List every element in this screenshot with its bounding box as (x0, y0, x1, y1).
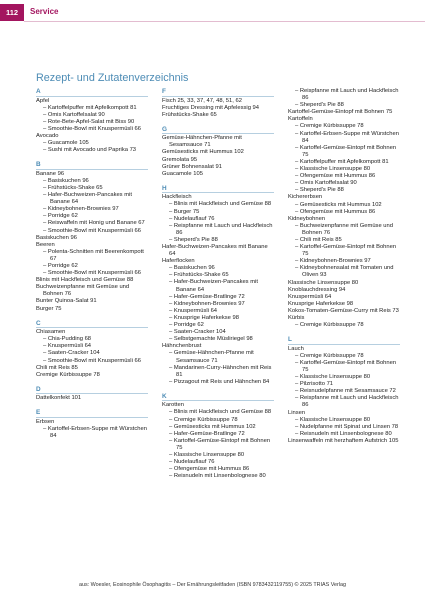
index-subentry: – Kartoffel-Gemüse-Eintopf mit Bohnen 75 (295, 244, 397, 258)
index-letter: A (36, 88, 41, 95)
index-subentry: – Reiswaffeln mit Honig und Banane 67 (43, 220, 145, 227)
section-label: Service (30, 7, 59, 16)
index-letter: L (288, 336, 292, 344)
index-subentry: – Reisnudelpfanne mit Sesamsauce 72 (295, 388, 396, 395)
index-keyword: Hähnchenbrust (162, 343, 202, 350)
index-entry: Grüner Bohnensalat 91 (162, 163, 222, 170)
index-subentry: – Gemüse-Hähnchen-Pfanne mit Sesamsauce 71 (169, 350, 254, 364)
index-column-3 (288, 88, 400, 445)
index-subentry: – Smoothie-Bowl mit Knuspermüsli 66 (43, 227, 141, 234)
index-keyword: Erbsen (36, 418, 55, 425)
index-subentry: – Mandarinen-Curry-Hähnchen mit Reis 81 (169, 364, 272, 378)
index-subentry: – Buchweizenpfanne mit Gemüse und Bohnen 76 (295, 222, 393, 236)
index-entry: Burger 75 (36, 305, 62, 312)
index-subentry: – Chia-Pudding 68 (43, 336, 92, 343)
letter-divider (36, 169, 148, 170)
index-keyword: Kartoffel-Gemüse-Eintopf mit Bohnen 75 (288, 109, 393, 116)
index-subentry: – Porridge 62 (169, 322, 204, 329)
index-entry: Blinis mit Hackfleisch und Gemüse 88 (36, 277, 134, 284)
index-subentry: – Hafer-Buchweizen-Pancakes mit Banane 64 (169, 279, 258, 293)
index-subentry: – Knuspermüsli 64 (169, 307, 218, 314)
letter-divider (36, 393, 148, 394)
header-divider (24, 21, 425, 22)
index-subentry: – Gemüsesticks mit Hummus 102 (169, 423, 256, 430)
index-subentry: – Ofengemüse mit Hummus 86 (169, 466, 250, 473)
index-subentry: – Reispfanne mit Lauch und Hackfleisch 86 (295, 395, 399, 409)
index-letter: C (36, 319, 41, 327)
index-subentry: – Nudelpfanne mit Spinat und Linsen 78 (295, 423, 399, 430)
index-subentry: – Kartoffelpuffer mit Apfelkompott 81 (295, 158, 389, 165)
index-subentry: – Porridge 62 (43, 213, 78, 220)
index-keyword: Hackfleisch (162, 194, 192, 201)
letter-divider (162, 192, 274, 193)
index-entry: Chili mit Reis 85 (36, 364, 78, 371)
index-subentry: – Nudelauflauf 76 (169, 215, 215, 222)
index-subentry: – Sheperd's Pie 88 (295, 187, 344, 194)
index-letter: D (36, 385, 41, 393)
index-keyword: Kidneybohnen (288, 215, 326, 222)
letter-divider (36, 327, 148, 328)
index-subentry: – Rote-Bete-Apfel-Salat mit Biss 90 (43, 118, 135, 125)
index-subentry: – Saaten-Cracker 104 (43, 350, 100, 357)
index-subentry: – Pilzrisotto 71 (295, 381, 334, 388)
page-title: Rezept- und Zutatenverzeichnis (36, 72, 189, 84)
index-entry: Knoblauchdressing 94 (288, 286, 346, 293)
index-column-1 (36, 88, 148, 440)
index-subentry: – Cremige Kürbissuppe 78 (295, 123, 364, 130)
index-entry: Cremige Kürbissuppe 78 (36, 371, 100, 378)
index-subentry: – Kartoffelpuffer mit Apfelkompott 81 (43, 104, 137, 111)
index-subentry: – Smoothie-Bowl mit Knuspermüsli 66 (43, 270, 141, 277)
index-subentry: – Sushi mit Avocado und Paprika 73 (43, 147, 137, 154)
index-keyword: Lauch (288, 345, 304, 352)
index-subentry: – Frühstücks-Shake 65 (169, 272, 229, 279)
letter-divider (36, 417, 148, 418)
index-subentry: – Klassische Linsensuppe 80 (295, 166, 371, 173)
index-column-2 (162, 88, 274, 480)
page-footer: aus: Woesler, Eosinophile Ösophagitis – Der Ernährungsleitfaden (ISBN 9783432119755) © 2025 TRIAS Verlag (78, 582, 347, 588)
letter-divider (288, 344, 400, 345)
index-entry: Fisch 25, 33, 37, 47, 48, 51, 62 (162, 97, 242, 104)
index-letter: E (36, 409, 41, 417)
index-subentry: – Frühstücks-Shake 65 (43, 184, 103, 191)
index-subentry: – Basiskuchen 96 (169, 265, 215, 272)
index-subentry: – Saaten-Cracker 104 (169, 329, 226, 336)
index-entry: Knuspermüsli 64 (288, 293, 332, 300)
index-subentry: – Knuspermüsli 64 (43, 343, 92, 350)
index-subentry: – Selbstgemachte Müsliriegel 98 (169, 336, 253, 343)
index-letter: F (162, 88, 166, 95)
index-subentry: – Kartoffel-Gemüse-Eintopf mit Bohnen 75 (169, 437, 271, 451)
index-subentry: – Guacamole 105 (43, 140, 89, 147)
index-entry: Buchweizenpfanne mit Gemüse und Bohnen 76 (36, 284, 130, 298)
index-keyword: Kürbis (288, 315, 305, 321)
index-entry: Fruchtiges Dressing mit Apfelessig 94 (162, 104, 259, 111)
index-subentry: – Omis Kartoffelsalat 90 (295, 180, 357, 187)
index-subentry: – Reisnudeln mit Linsenbolognese 80 (295, 430, 392, 437)
index-subentry: – Nudelauflauf 76 (169, 459, 215, 466)
index-subentry: – Ofengemüse mit Hummus 86 (295, 173, 376, 180)
index-subentry: – Kartoffel-Gemüse-Eintopf mit Bohnen 75 (295, 359, 397, 373)
index-keyword: Linsen (288, 409, 306, 416)
index-subentry: – Kartoffel-Erbsen-Suppe mit Würstchen 84 (295, 130, 399, 144)
index-subentry: – Kartoffel-Erbsen-Suppe mit Würstchen 84 (43, 425, 147, 440)
index-subentry: – Kartoffel-Gemüse-Eintopf mit Bohnen 75 (295, 144, 397, 158)
index-keyword: Kartoffeln (288, 116, 313, 123)
index-subentry: – Klassische Linsensuppe 80 (295, 374, 371, 381)
index-entry: Guacamole 105 (162, 170, 203, 177)
index-subentry: – Hafer-Gemüse-Bratlinge 72 (169, 293, 245, 300)
index-subentry: – Cremige Kürbissuppe 78 (295, 352, 364, 359)
index-subentry: – Cremige Kürbissuppe 78 (295, 322, 364, 329)
index-subentry: – Kidneybohnen-Brownies 97 (43, 206, 119, 213)
index-subentry: – Kidneybohnen-Brownies 97 (295, 258, 371, 265)
letter-divider (36, 96, 148, 97)
index-entry: Bunter Quinoa-Salat 91 (36, 298, 97, 305)
index-subentry: – Omis Kartoffelsalat 90 (43, 111, 105, 118)
index-subentry: – Hafer-Buchweizen-Pancakes mit Banane 64 (43, 192, 132, 206)
index-subentry: – Smoothie-Bowl mit Knuspermüsli 66 (43, 125, 141, 132)
index-subentry: – Sheperd's Pie 88 (295, 102, 344, 109)
letter-divider (162, 133, 274, 134)
index-entry: Gremolata 95 (162, 156, 198, 163)
index-letter: B (36, 161, 41, 169)
index-keyword: Beeren (36, 241, 55, 248)
index-letter: K (162, 392, 167, 400)
index-subentry: – Blinis mit Hackfleisch und Gemüse 88 (169, 409, 272, 416)
index-subentry: – Reisnudeln mit Linsenbolognese 80 (169, 473, 266, 480)
index-subentry: – Sheperd's Pie 88 (169, 236, 218, 243)
letter-divider (162, 400, 274, 401)
index-subentry: – Porridge 62 (43, 262, 78, 269)
index-entry: Frühstücks-Shake 65 (162, 111, 217, 118)
index-subentry: – Knusprige Haferkekse 98 (169, 314, 239, 321)
page-number-badge: 112 (0, 4, 24, 21)
index-entry: Gemüse-Hähnchen-Pfanne mit Sesamsauce 71 (162, 135, 242, 149)
index-keyword: Banane 96 (36, 170, 65, 177)
index-subentry: – Hafer-Gemüse-Bratlinge 72 (169, 430, 245, 437)
index-subentry: – Klassische Linsensuppe 80 (295, 416, 371, 423)
index-subentry: – Reispfanne mit Lauch und Hackfleisch 86 (295, 88, 399, 102)
letter-divider (162, 96, 274, 97)
index-subentry: – Kidneybohnen-Brownies 97 (169, 300, 245, 307)
index-subentry: – Pizzagout mit Reis und Hähnchen 84 (169, 378, 270, 385)
index-letter: H (162, 184, 167, 192)
index-keyword: Chiasamen (36, 329, 66, 336)
index-subentry: – Ofengemüse mit Hummus 86 (295, 208, 376, 215)
index-subentry: – Cremige Kürbissuppe 78 (169, 416, 238, 423)
index-entry: Gemüsesticks mit Hummus 102 (162, 149, 244, 156)
index-entry: Klassische Linsensuppe 80 (288, 279, 359, 286)
index-subentry: – Gemüsesticks mit Hummus 102 (295, 201, 382, 208)
index-subentry: – Smoothie-Bowl mit Knuspermüsli 66 (43, 357, 141, 364)
index-entry: Hafer-Buchweizen-Pancakes mit Banane 64 (162, 244, 268, 258)
index-subentry: – Klassische Linsensuppe 80 (169, 452, 245, 459)
index-subentry: – Reispfanne mit Lauch und Hackfleisch 86 (169, 222, 273, 236)
index-subentry: – Polenta-Schnitten mit Beerenkompott 67 (43, 248, 144, 262)
index-entry: Linsenwaffeln mit herzhaftem Aufstrich 105 (288, 437, 399, 444)
index-keyword: Avocado (36, 132, 59, 139)
index-entry: Basiskuchen 96 (36, 234, 77, 241)
index-keyword: Karotten (162, 402, 184, 409)
index-entry: Kokos-Tomaten-Gemüse-Curry mit Reis 73 (288, 307, 399, 314)
index-letter: G (162, 125, 167, 133)
index-subentry: – Basiskuchen 96 (43, 177, 89, 184)
index-entry: Knusprige Haferkekse 98 (288, 300, 354, 307)
page-header (0, 0, 425, 24)
index-subentry: – Blinis mit Hackfleisch und Gemüse 88 (169, 201, 272, 208)
index-keyword: Apfel (36, 97, 50, 104)
index-entry: Dattelkonfekt 101 (36, 395, 82, 402)
index-subentry: – Kidneybohnensalat mit Tomaten und Oliven 93 (295, 265, 394, 279)
index-keyword: Kichererbsen (288, 194, 323, 201)
index-subentry: – Chili mit Reis 85 (295, 236, 342, 243)
index-subentry: – Burger 75 (169, 208, 200, 215)
index-keyword: Haferflocken (162, 258, 195, 265)
